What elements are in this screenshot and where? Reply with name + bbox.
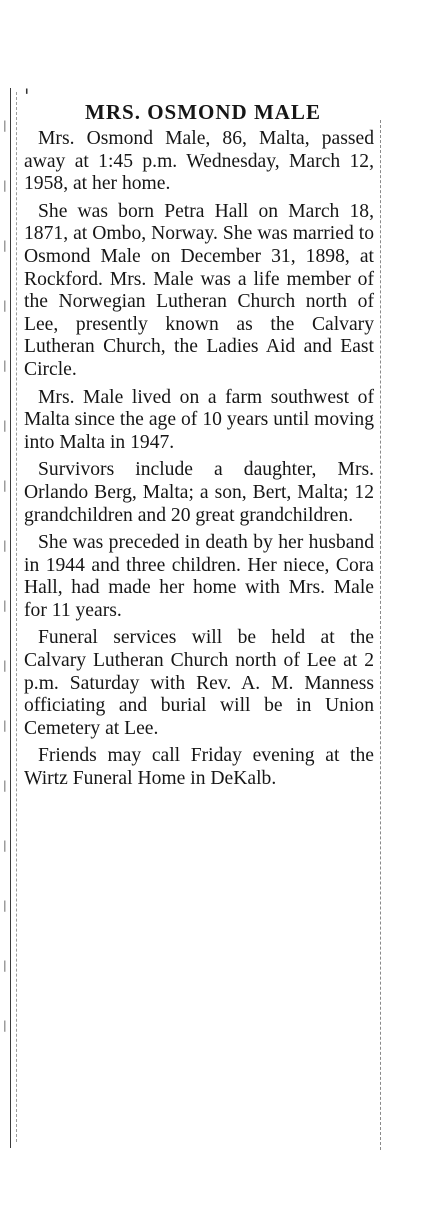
paragraph-visitation: Friends may call Friday evening at the Wirtz Funeral Home in DeKalb.: [24, 745, 374, 790]
fragment-mark: |: [3, 539, 7, 552]
fragment-mark: |: [3, 719, 7, 732]
fragment-mark: |: [3, 299, 7, 312]
paragraph-funeral-services: Funeral services will be held at the Calvary Lutheran Church north of Lee at 2 p.m. Saturday with Rev. A. M. Manness officiating and burial will be in Union Cemetery at Lee.: [24, 627, 374, 739]
fragment-mark: |: [3, 359, 7, 372]
fragment-mark: |: [3, 899, 7, 912]
clipping-mark: ': [24, 84, 30, 108]
obituary-article: [24, 100, 374, 796]
left-column-edge: [16, 92, 17, 1142]
paragraph-death-notice: Mrs. Osmond Male, 86, Malta, passed away at 1:45 p.m. Wednesday, March 12, 1958, at her home.: [24, 128, 374, 195]
fragment-mark: |: [3, 179, 7, 192]
fragment-mark: |: [3, 599, 7, 612]
fragment-mark: |: [3, 659, 7, 672]
fragment-mark: |: [3, 779, 7, 792]
fragment-mark: |: [3, 839, 7, 852]
fragment-mark: |: [3, 479, 7, 492]
fragment-mark: |: [3, 239, 7, 252]
fragment-mark: |: [3, 419, 7, 432]
obituary-headline: MRS. OSMOND MALE: [85, 100, 321, 124]
fragment-mark: |: [3, 959, 7, 972]
paragraph-biography: She was born Petra Hall on March 18, 1871, at Ombo, Norway. She was married to Osmond Male on December 31, 1898, at Rockford. Mrs. Male was a life member of the Norwegian Lutheran Church north of Lee, presently known as the Calvary Lutheran Church, the Ladies Aid and East Circle.: [24, 200, 374, 380]
paragraph-survivors: Survivors include a daughter, Mrs. Orlando Berg, Malta; a son, Bert, Malta; 12 grandchildren and 20 great grandchildren.: [24, 459, 374, 526]
right-column-rule: [380, 120, 381, 1150]
fragment-mark: |: [3, 1019, 7, 1032]
fragment-mark: |: [3, 119, 7, 132]
adjacent-column-fragments: [3, 120, 13, 1080]
paragraph-residence: Mrs. Male lived on a farm southwest of Malta since the age of 10 years until moving into Malta in 1947.: [24, 386, 374, 453]
paragraph-preceded-in-death: She was preceded in death by her husband in 1944 and three children. Her niece, Cora Hall, had made her home with Mrs. Male for 11 years.: [24, 532, 374, 621]
